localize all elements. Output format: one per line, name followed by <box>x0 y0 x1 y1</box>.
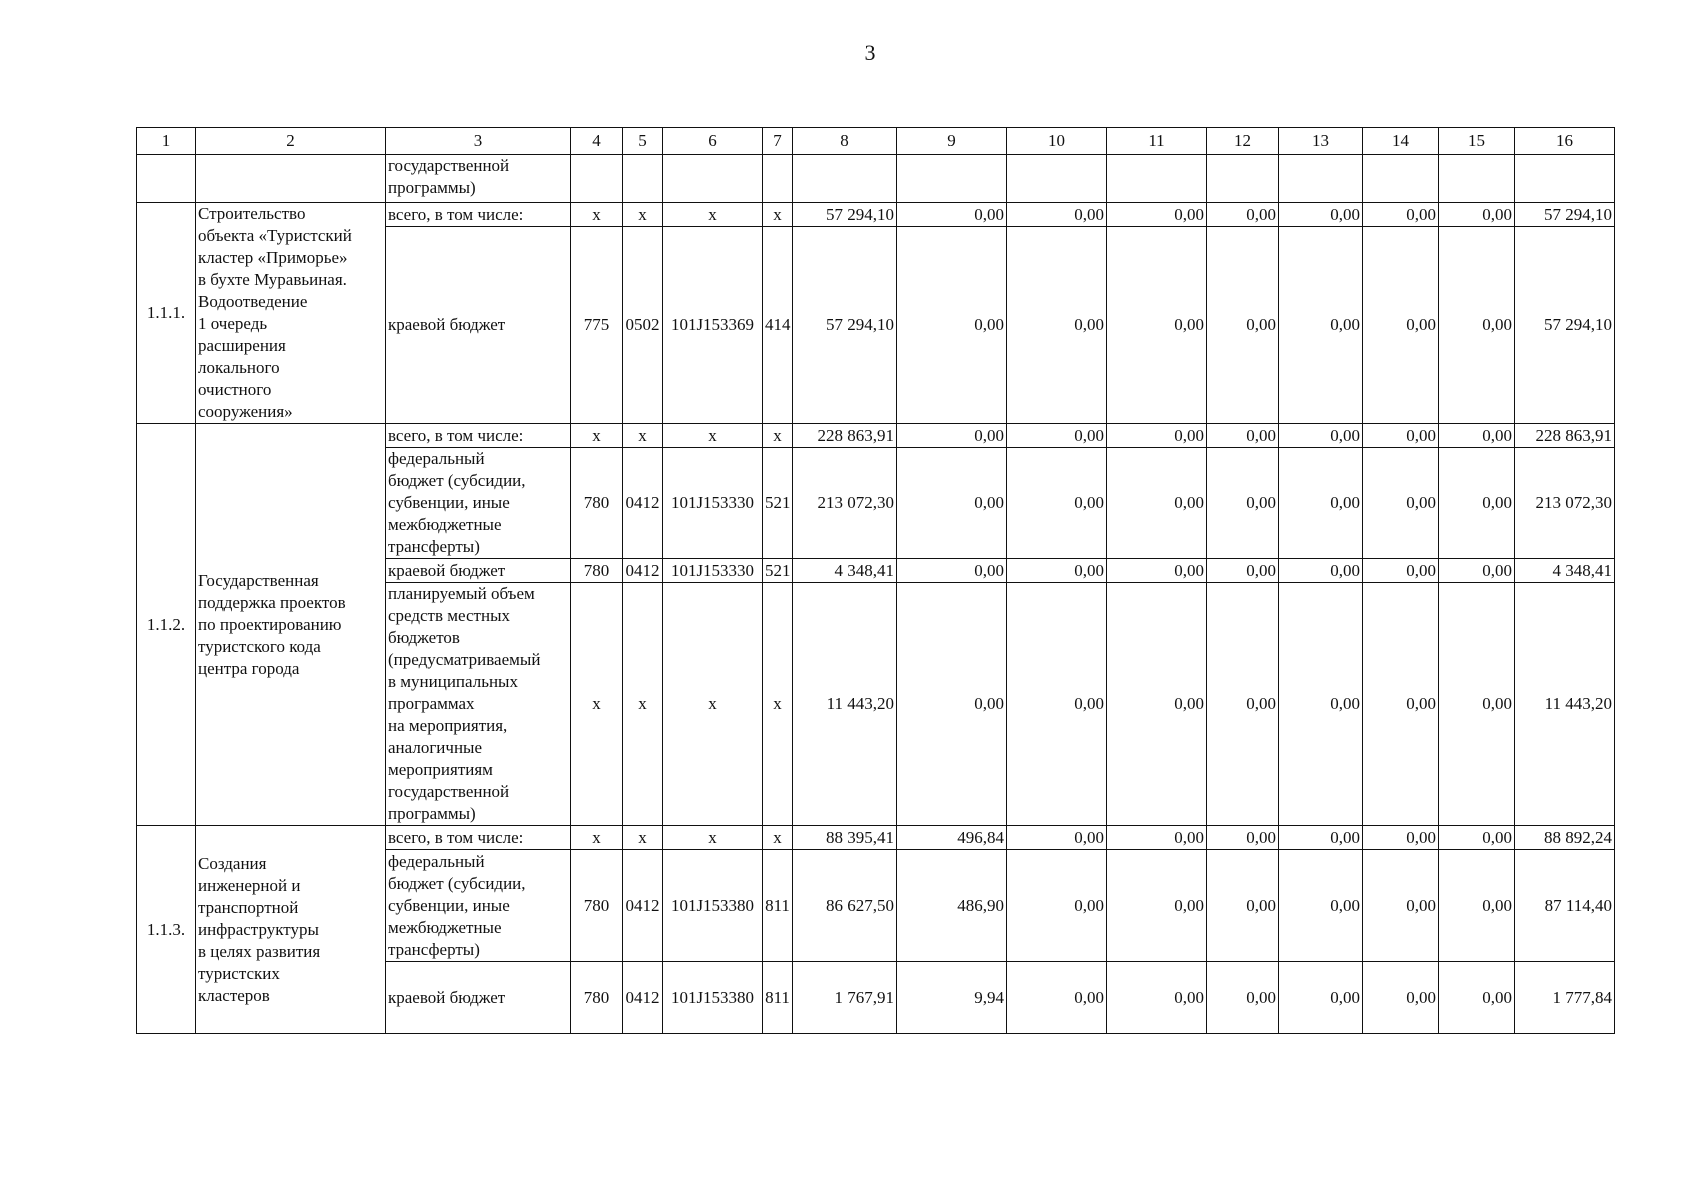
amount-cell: 0,00 <box>897 448 1007 559</box>
amount-cell: 0,00 <box>1279 424 1363 448</box>
amount-cell: 0,00 <box>1107 826 1207 850</box>
item-name: Создания инженерной и транспортной инфраструктуры в целях развития туристских кластеров <box>196 826 386 1034</box>
header-cell: 6 <box>663 128 763 155</box>
amount-cell: 0,00 <box>1279 962 1363 1034</box>
amount-cell: 0,00 <box>1439 962 1515 1034</box>
col7-value: x <box>763 424 793 448</box>
col7-value: 811 <box>763 962 793 1034</box>
amount-cell: 11 443,20 <box>793 583 897 826</box>
amount-cell: 0,00 <box>1107 424 1207 448</box>
funding-source: федеральный бюджет (субсидии, субвенции, иные межбюджетные трансферты) <box>386 850 571 962</box>
funding-source: планируемый объем средств местных бюджетов (предусматриваемый в муниципальных программах на мероприятия, аналогичные мероприятиям государственной программы) <box>386 583 571 826</box>
amount-cell: 0,00 <box>1207 424 1279 448</box>
cell <box>1515 155 1615 203</box>
header-cell: 13 <box>1279 128 1363 155</box>
col4-value: x <box>571 424 623 448</box>
amount-cell: 0,00 <box>1007 424 1107 448</box>
amount-cell: 0,00 <box>1363 227 1439 424</box>
page-number: 3 <box>864 40 876 65</box>
header-cell: 12 <box>1207 128 1279 155</box>
header-cell: 7 <box>763 128 793 155</box>
header-cell: 1 <box>137 128 196 155</box>
amount-cell: 0,00 <box>897 203 1007 227</box>
amount-cell: 57 294,10 <box>1515 227 1615 424</box>
amount-cell: 0,00 <box>897 583 1007 826</box>
amount-cell: 0,00 <box>1279 583 1363 826</box>
amount-cell: 496,84 <box>897 826 1007 850</box>
header-cell: 9 <box>897 128 1007 155</box>
funding-source: краевой бюджет <box>386 559 571 583</box>
amount-cell: 0,00 <box>1363 962 1439 1034</box>
amount-cell: 0,00 <box>1439 559 1515 583</box>
amount-cell: 0,00 <box>1007 448 1107 559</box>
amount-cell: 88 395,41 <box>793 826 897 850</box>
cell <box>1207 155 1279 203</box>
amount-cell: 0,00 <box>1439 424 1515 448</box>
amount-cell: 0,00 <box>1363 559 1439 583</box>
col7-value: 521 <box>763 448 793 559</box>
col7-value: x <box>763 583 793 826</box>
header-cell: 10 <box>1007 128 1107 155</box>
header-cell: 16 <box>1515 128 1615 155</box>
funding-source: всего, в том числе: <box>386 424 571 448</box>
cell <box>1107 155 1207 203</box>
amount-cell: 57 294,10 <box>793 227 897 424</box>
col6-value: x <box>663 583 763 826</box>
budget-table <box>136 127 1615 1034</box>
amount-cell: 213 072,30 <box>793 448 897 559</box>
cell <box>137 155 196 203</box>
header-row <box>137 128 1615 155</box>
amount-cell: 0,00 <box>1363 583 1439 826</box>
header-cell: 11 <box>1107 128 1207 155</box>
funding-source: всего, в том числе: <box>386 203 571 227</box>
amount-cell: 0,00 <box>1439 826 1515 850</box>
col6-value: x <box>663 424 763 448</box>
col7-value: x <box>763 203 793 227</box>
amount-cell: 0,00 <box>1279 826 1363 850</box>
col6-value: 101J153369 <box>663 227 763 424</box>
cell <box>793 155 897 203</box>
amount-cell: 0,00 <box>1107 448 1207 559</box>
amount-cell: 0,00 <box>1107 559 1207 583</box>
amount-cell: 57 294,10 <box>793 203 897 227</box>
amount-cell: 0,00 <box>1363 850 1439 962</box>
continuation-row <box>137 155 1615 203</box>
amount-cell: 4 348,41 <box>793 559 897 583</box>
amount-cell: 0,00 <box>1207 559 1279 583</box>
item-name: Государственная поддержка проектов по проектированию туристского кода центра города <box>196 424 386 826</box>
amount-cell: 0,00 <box>1207 826 1279 850</box>
col4-value: 780 <box>571 559 623 583</box>
col6-value: 101J153380 <box>663 850 763 962</box>
col7-value: x <box>763 826 793 850</box>
col6-value: x <box>663 203 763 227</box>
table-row <box>137 424 1615 448</box>
amount-cell: 11 443,20 <box>1515 583 1615 826</box>
amount-cell: 0,00 <box>1007 203 1107 227</box>
header-cell: 15 <box>1439 128 1515 155</box>
col5-value: 0412 <box>623 850 663 962</box>
amount-cell: 0,00 <box>1439 850 1515 962</box>
col4-value: x <box>571 583 623 826</box>
amount-cell: 0,00 <box>1007 583 1107 826</box>
amount-cell: 0,00 <box>1279 448 1363 559</box>
col4-value: 775 <box>571 227 623 424</box>
col5-value: x <box>623 826 663 850</box>
amount-cell: 0,00 <box>1107 583 1207 826</box>
amount-cell: 0,00 <box>1207 962 1279 1034</box>
item-code: 1.1.3. <box>137 826 196 1034</box>
item-code: 1.1.1. <box>137 203 196 424</box>
col5-value: x <box>623 424 663 448</box>
amount-cell: 228 863,91 <box>793 424 897 448</box>
amount-cell: 0,00 <box>1363 448 1439 559</box>
table-row <box>137 203 1615 227</box>
header-cell: 14 <box>1363 128 1439 155</box>
cell <box>1007 155 1107 203</box>
amount-cell: 0,00 <box>1207 227 1279 424</box>
col6-value: 101J153330 <box>663 448 763 559</box>
funding-source: краевой бюджет <box>386 227 571 424</box>
table-row <box>137 826 1615 850</box>
amount-cell: 0,00 <box>1363 203 1439 227</box>
amount-cell: 0,00 <box>1279 559 1363 583</box>
col4-value: x <box>571 826 623 850</box>
amount-cell: 0,00 <box>1279 850 1363 962</box>
amount-cell: 0,00 <box>1363 424 1439 448</box>
amount-cell: 0,00 <box>1007 850 1107 962</box>
amount-cell: 1 777,84 <box>1515 962 1615 1034</box>
amount-cell: 1 767,91 <box>793 962 897 1034</box>
amount-cell: 0,00 <box>1363 826 1439 850</box>
continuation-text: государственной программы) <box>386 155 571 203</box>
amount-cell: 0,00 <box>1439 203 1515 227</box>
amount-cell: 0,00 <box>1279 227 1363 424</box>
amount-cell: 0,00 <box>1207 448 1279 559</box>
amount-cell: 0,00 <box>1007 826 1107 850</box>
header-cell: 3 <box>386 128 571 155</box>
col5-value: 0412 <box>623 559 663 583</box>
amount-cell: 0,00 <box>1107 203 1207 227</box>
funding-source: всего, в том числе: <box>386 826 571 850</box>
amount-cell: 228 863,91 <box>1515 424 1615 448</box>
funding-source: краевой бюджет <box>386 962 571 1034</box>
col5-value: x <box>623 583 663 826</box>
cell <box>1279 155 1363 203</box>
amount-cell: 0,00 <box>1107 962 1207 1034</box>
header-cell: 4 <box>571 128 623 155</box>
col6-value: x <box>663 826 763 850</box>
item-code: 1.1.2. <box>137 424 196 826</box>
header-cell: 5 <box>623 128 663 155</box>
amount-cell: 0,00 <box>1439 583 1515 826</box>
amount-cell: 0,00 <box>1007 962 1107 1034</box>
amount-cell: 0,00 <box>897 559 1007 583</box>
cell <box>663 155 763 203</box>
amount-cell: 0,00 <box>1439 448 1515 559</box>
col4-value: 780 <box>571 448 623 559</box>
col7-value: 414 <box>763 227 793 424</box>
col6-value: 101J153380 <box>663 962 763 1034</box>
amount-cell: 0,00 <box>1279 203 1363 227</box>
amount-cell: 0,00 <box>1207 850 1279 962</box>
col4-value: x <box>571 203 623 227</box>
amount-cell: 88 892,24 <box>1515 826 1615 850</box>
header-cell: 8 <box>793 128 897 155</box>
amount-cell: 87 114,40 <box>1515 850 1615 962</box>
col5-value: x <box>623 203 663 227</box>
amount-cell: 0,00 <box>1207 203 1279 227</box>
col7-value: 521 <box>763 559 793 583</box>
amount-cell: 0,00 <box>897 227 1007 424</box>
amount-cell: 0,00 <box>1007 227 1107 424</box>
cell <box>1439 155 1515 203</box>
col4-value: 780 <box>571 850 623 962</box>
col4-value: 780 <box>571 962 623 1034</box>
cell <box>763 155 793 203</box>
col7-value: 811 <box>763 850 793 962</box>
cell <box>623 155 663 203</box>
amount-cell: 86 627,50 <box>793 850 897 962</box>
amount-cell: 0,00 <box>1439 227 1515 424</box>
amount-cell: 57 294,10 <box>1515 203 1615 227</box>
header-cell: 2 <box>196 128 386 155</box>
funding-source: федеральный бюджет (субсидии, субвенции, иные межбюджетные трансферты) <box>386 448 571 559</box>
col5-value: 0502 <box>623 227 663 424</box>
amount-cell: 4 348,41 <box>1515 559 1615 583</box>
amount-cell: 0,00 <box>1007 559 1107 583</box>
amount-cell: 0,00 <box>1107 850 1207 962</box>
col5-value: 0412 <box>623 448 663 559</box>
cell <box>897 155 1007 203</box>
amount-cell: 0,00 <box>897 424 1007 448</box>
table-body <box>137 128 1615 1034</box>
amount-cell: 0,00 <box>1207 583 1279 826</box>
item-name: Строительство объекта «Туристский кластер «Приморье» в бухте Муравьиная. Водоотведение 1 очередь расширения локального очистного сооружения» <box>196 203 386 424</box>
amount-cell: 213 072,30 <box>1515 448 1615 559</box>
col5-value: 0412 <box>623 962 663 1034</box>
amount-cell: 9,94 <box>897 962 1007 1034</box>
amount-cell: 486,90 <box>897 850 1007 962</box>
cell <box>571 155 623 203</box>
amount-cell: 0,00 <box>1107 227 1207 424</box>
col6-value: 101J153330 <box>663 559 763 583</box>
cell <box>196 155 386 203</box>
cell <box>1363 155 1439 203</box>
